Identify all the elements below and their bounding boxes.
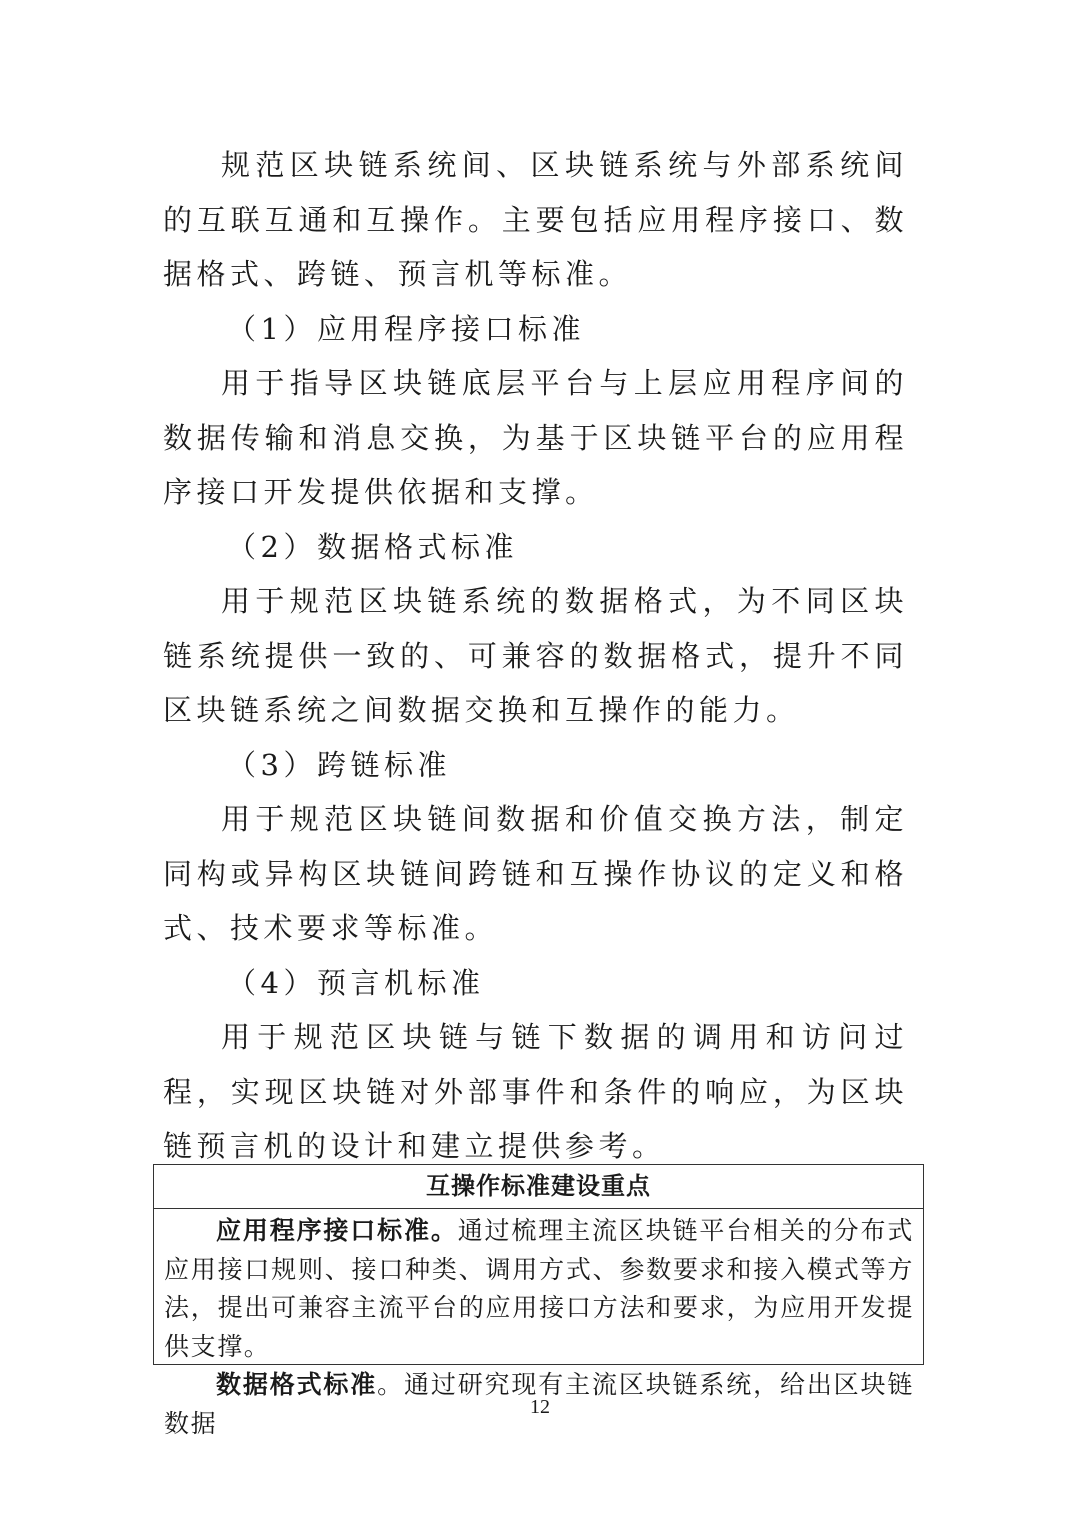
box-item-api [164, 1212, 914, 1366]
paragraph-api: 用于指导区块链底层平台与上层应用程序间的数据传输和消息交换，为基于区块链平台的应用程序接口开发提供依据和支撑。 [163, 366, 908, 509]
paragraph-cross-chain: 用于规范区块链间数据和价值交换方法，制定同构或异构区块链间跨链和互操作协议的定义和格式、技术要求等标准。 [163, 802, 908, 945]
box-title: 互操作标准建设重点 [154, 1165, 923, 1209]
paragraph-oracle: 用于规范区块链与链下数据的调用和访问过程，实现区块链对外部事件和条件的响应，为区块链预言机的设计和建立提供参考。 [163, 1020, 908, 1163]
section-heading-oracle: （4）预言机标准 [227, 965, 485, 1000]
box-item-data-format-text: 。通过研究现有主流区块链系统，给出区块链数据 [164, 1370, 914, 1438]
section-heading-api: （1）应用程序接口标准 [227, 311, 585, 346]
box-item-api-lead: 应用程序接口标准。 [216, 1216, 458, 1245]
paragraph-data-format: 用于规范区块链系统的数据格式，为不同区块链系统提供一致的、可兼容的数据格式，提升不同区块链系统之间数据交换和互操作的能力。 [163, 584, 908, 727]
intro-paragraph: 规范区块链系统间、区块链系统与外部系统间的互联互通和互操作。主要包括应用程序接口、数据格式、跨链、预言机等标准。 [163, 148, 908, 291]
page-number: 12 [530, 1396, 550, 1418]
body-text [163, 138, 908, 1174]
box-item-api-text: 通过梳理主流区块链平台相关的分布式应用接口规则、接口种类、调用方式、参数要求和接入模式等方法，提出可兼容主流平台的应用接口方法和要求，为应用开发提供支撑。 [164, 1216, 914, 1361]
section-heading-data-format: （2）数据格式标准 [227, 529, 518, 564]
section-heading-cross-chain: （3）跨链标准 [227, 747, 451, 782]
box-item-data-format-lead: 数据格式标准 [216, 1370, 378, 1399]
